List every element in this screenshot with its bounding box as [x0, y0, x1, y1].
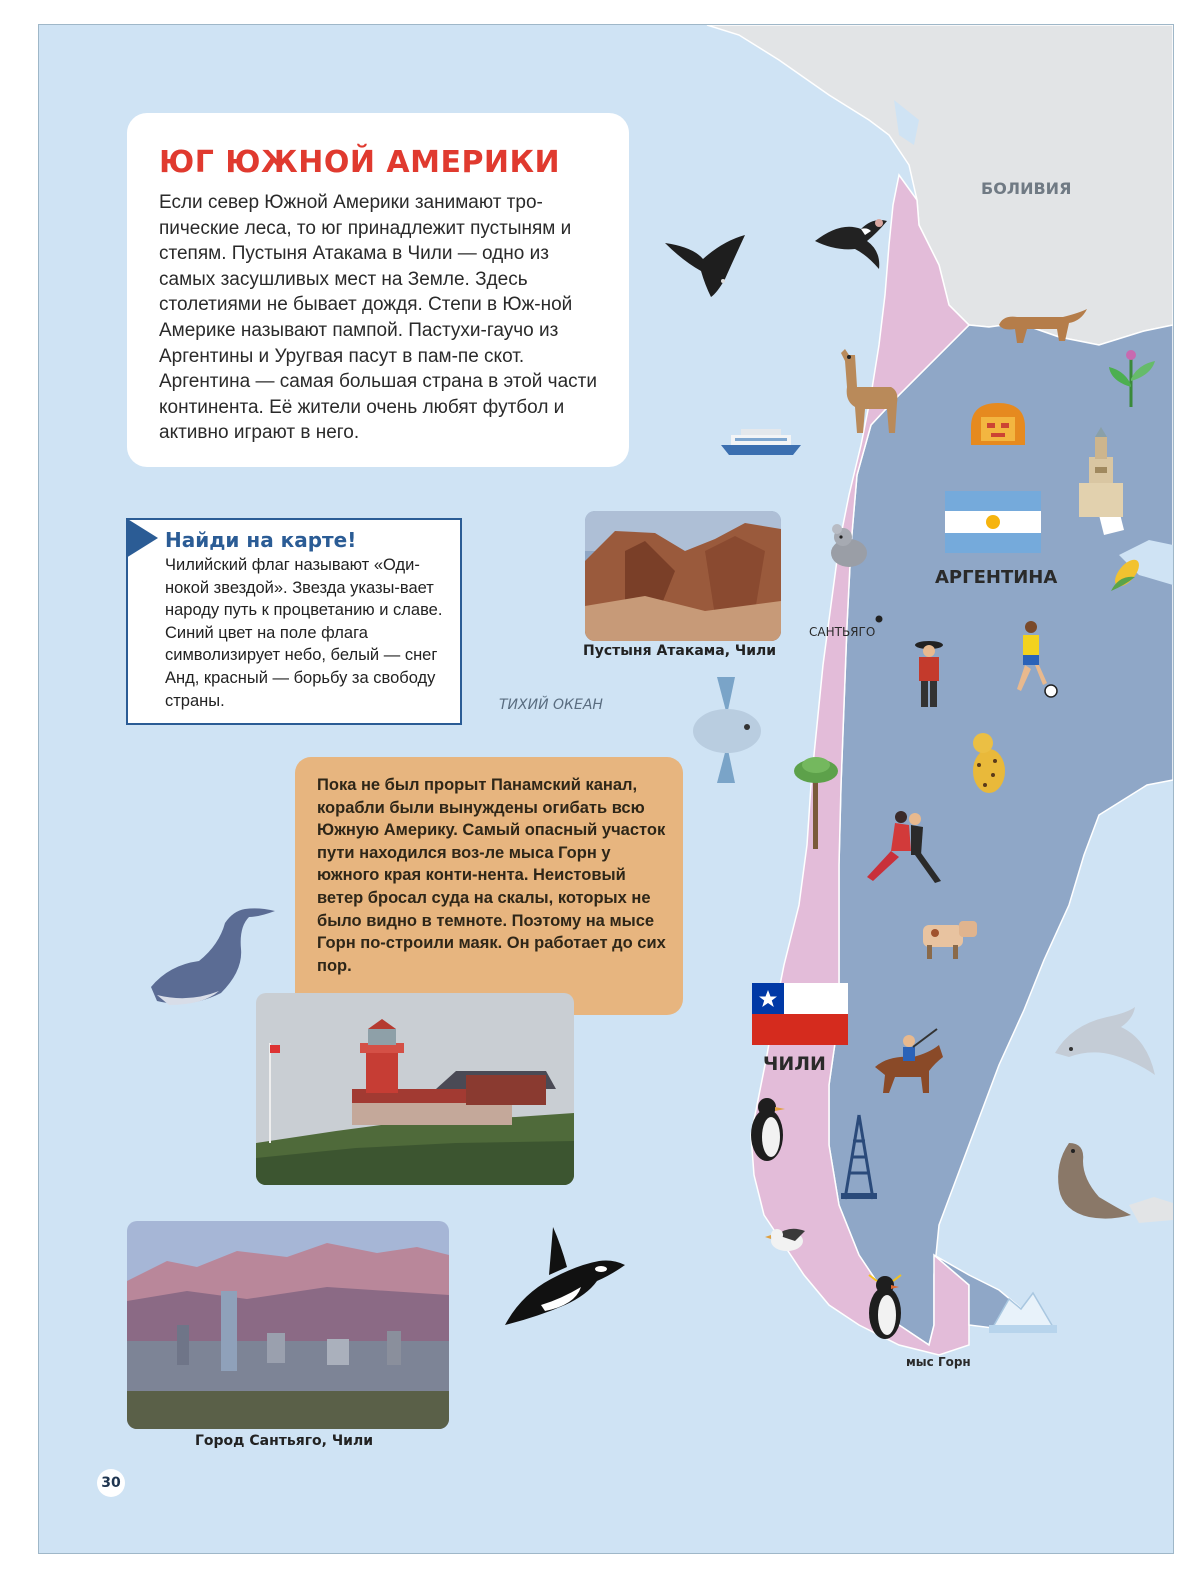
tango-dancers-icon	[865, 807, 955, 887]
football-player-icon	[1007, 619, 1067, 703]
cruise-ship-icon	[719, 425, 803, 457]
orca-icon	[501, 1225, 627, 1329]
atacama-caption: Пустыня Атакама, Чили	[583, 643, 777, 659]
bolivia-label: БОЛИВИЯ	[981, 179, 1072, 198]
rockhopper-penguin-icon	[865, 1273, 905, 1341]
palm-tree-icon	[791, 755, 841, 849]
penguin-icon	[747, 1097, 789, 1163]
manta-ray-icon	[663, 231, 753, 301]
argentina-label: АРГЕНТИНА	[935, 567, 1058, 588]
santiago-caption: Город Сантьяго, Чили	[195, 1433, 374, 1449]
gaucho-icon	[909, 639, 949, 711]
pacific-ocean-label: ТИХИЙ ОКЕАН	[499, 697, 603, 713]
atacama-photo	[585, 511, 781, 641]
lighthouse-photo	[256, 993, 574, 1185]
cow-icon	[915, 915, 981, 961]
history-text: Пока не был прорыт Панамский канал, корабли были вынуждены огибать всю Южную Америку. Самый опасный участок пути находился воз-ле мыса Горн у южного края конти-нента. Неистовый ветер бросал суда на скалы, которых не было видно в темноте. Поэтому на мысе Горн по-строили маяк. Он работает до сих пор.	[317, 776, 666, 975]
seagull-icon	[765, 1221, 809, 1255]
intro-text: Если север Южной Америки занимают тро-пические леса, то юг принадлежит пустыням и степям. Пустыня Атакама в Чили — одно из самых засушливых мест на Земле. Здесь столетиями не бывает дождя. Степи в Юж-ной Америке называют пампой. Пастухи-гаучо из Аргентины и Уругвая пасут в пам-пе скот. Аргентина — самая большая страна в этой части континента. Её жители очень любят футбол и активно играют в него.	[159, 192, 597, 444]
whale-icon	[149, 905, 279, 1009]
santiago-label: САНТЬЯГО	[809, 625, 876, 639]
chile-flag-icon	[752, 983, 848, 1045]
page	[38, 24, 1174, 1554]
tower-icon	[1075, 427, 1127, 517]
oil-rig-icon	[839, 1113, 879, 1201]
intro-box	[127, 113, 629, 467]
dolphin-icon	[1051, 1005, 1161, 1081]
find-on-map-box	[126, 518, 462, 725]
sea-lion-icon	[1049, 1139, 1133, 1223]
argentina-flag-icon	[945, 491, 1041, 553]
iceberg-icon	[989, 1289, 1057, 1333]
triangle-marker-icon	[126, 518, 158, 558]
chile-label: ЧИЛИ	[763, 1053, 826, 1075]
page-number: 30	[97, 1469, 125, 1497]
sun-mask-icon	[965, 397, 1031, 449]
llama-icon	[835, 347, 905, 437]
chinchilla-icon	[825, 523, 871, 569]
polo-rider-icon	[869, 1027, 949, 1097]
santiago-dot	[876, 616, 883, 623]
cape-horn-label: мыс Горн	[906, 1355, 971, 1369]
sunfish-icon	[687, 675, 771, 785]
find-text: Чилийский флаг называют «Оди-нокой звездой». Звезда указы-вает народу путь к процветанию и славе. Синий цвет на поле флага символизирует небо, белый — снег Анд, красный — борьбу за свободу страны.	[165, 556, 443, 710]
find-title: Найди на карте!	[165, 528, 357, 552]
santiago-photo	[127, 1221, 449, 1429]
puma-icon	[993, 307, 1089, 349]
condor-icon	[811, 211, 891, 271]
plant-icon	[1105, 347, 1159, 407]
corn-icon	[1105, 555, 1147, 595]
page-title: ЮГ ЮЖНОЙ АМЕРИКИ	[159, 145, 561, 180]
history-box	[295, 757, 683, 1015]
jaguar-icon	[965, 729, 1011, 797]
